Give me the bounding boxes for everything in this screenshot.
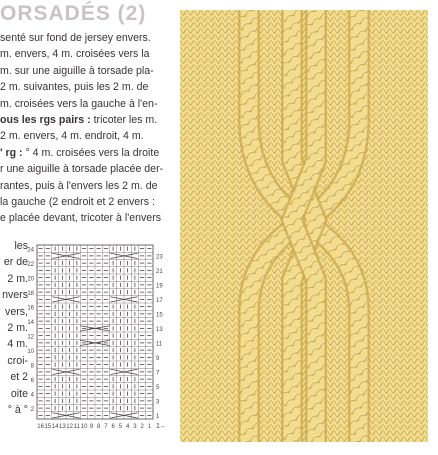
cable-knit-illustration bbox=[180, 10, 428, 442]
chart-row-number-left: 18 bbox=[27, 290, 34, 297]
chart-row-number-right: 23 bbox=[156, 254, 163, 261]
chart-column-number: 15 bbox=[44, 424, 52, 430]
chart-row-number-right: 9 bbox=[156, 356, 160, 362]
chart-row-number-right: 19 bbox=[156, 283, 163, 290]
chart-column-number: 6 bbox=[111, 424, 115, 430]
chart-column-number: 8 bbox=[96, 424, 101, 430]
chart-row-number-left: 16 bbox=[27, 305, 34, 312]
chart-start-arrow: 1← bbox=[156, 423, 167, 430]
text-line: r une aiguille à torsade placée der- bbox=[0, 163, 164, 176]
chart-row-number-left: 20 bbox=[27, 276, 34, 283]
text-line: 2 m. suivantes, puis les 2 m. de bbox=[0, 81, 149, 94]
chart-column-number: 12 bbox=[66, 424, 73, 430]
text-line: la gauche (2 endroit et 2 envers : bbox=[0, 195, 155, 208]
chart-column-number: 4 bbox=[125, 424, 130, 430]
chart-row-number-left: 2 bbox=[30, 406, 34, 413]
text-line: nvers bbox=[2, 289, 28, 302]
chart-row-number-right: 5 bbox=[156, 385, 160, 391]
text-line: 4 m. bbox=[7, 338, 28, 351]
chart-row-number-left: 22 bbox=[27, 261, 34, 268]
chart-column-number: 1 bbox=[147, 424, 152, 430]
text-line: et 2 bbox=[10, 371, 28, 384]
text-line: m. croisées vers la gauche à l'en- bbox=[0, 97, 158, 110]
chart-row-number-right: 11 bbox=[156, 341, 163, 348]
chart-row-number-left: 24 bbox=[27, 247, 34, 254]
chart-row-number-right: 17 bbox=[156, 298, 163, 304]
text-line: e placée devant, tricoter à l'envers bbox=[0, 212, 162, 225]
chart-column-number: 13 bbox=[59, 424, 66, 430]
chart-row-number-right: 3 bbox=[156, 399, 160, 406]
chart-column-number: 14 bbox=[51, 424, 59, 430]
text-line: les bbox=[14, 240, 28, 252]
chart-row-number-left: 4 bbox=[30, 392, 34, 399]
text-line: er de bbox=[3, 256, 28, 269]
chart-row-number-right: 1 bbox=[156, 414, 160, 420]
chart-row-number-left: 14 bbox=[27, 319, 34, 326]
text-line: 2 m. bbox=[7, 272, 28, 285]
text-line: vers, bbox=[5, 305, 28, 318]
chart-row-number-left: 10 bbox=[27, 348, 34, 355]
chart-row-number-left: 8 bbox=[30, 363, 34, 370]
chart-row-number-left: 12 bbox=[27, 334, 34, 341]
text-line: m. sur une aiguille à torsade pla- bbox=[0, 64, 154, 77]
chart-column-number: 10 bbox=[80, 424, 88, 430]
chart-row-number-right: 13 bbox=[156, 327, 163, 333]
chart-column-number: 11 bbox=[73, 424, 80, 430]
text-line: croi- bbox=[7, 354, 28, 367]
chart-column-number: 7 bbox=[104, 424, 108, 430]
chart-row-number-right: 15 bbox=[156, 312, 163, 319]
text-line: ° à ° bbox=[7, 403, 28, 416]
text-line: rantes, puis à l'envers les 2 m. de bbox=[0, 179, 158, 192]
text-line-rest: tricoter les m. bbox=[90, 113, 158, 126]
cable-knit-photo bbox=[180, 10, 428, 442]
text-line-bold: ' rg : bbox=[0, 146, 23, 159]
chart-column-number: 16 bbox=[37, 424, 44, 430]
knitting-chart-svg bbox=[0, 0, 180, 450]
chart-row-number-right: 7 bbox=[156, 370, 160, 377]
text-line-bold: ous les rgs pairs : bbox=[0, 113, 91, 126]
chart-row-number-left: 6 bbox=[30, 377, 34, 384]
chart-column-number: 3 bbox=[133, 424, 137, 430]
text-line: senté sur fond de jersey envers. bbox=[0, 32, 151, 44]
chart-column-number: 5 bbox=[118, 424, 123, 430]
text-line: 2 m. envers, 4 m. endroit, 4 m. bbox=[0, 130, 144, 143]
text-line-rest: ° 4 m. croisées vers la droite bbox=[22, 146, 160, 159]
chart-column-number: 2 bbox=[140, 424, 144, 430]
page-title: ORSADÉS (2) bbox=[0, 2, 147, 25]
chart-column-number: 9 bbox=[89, 424, 94, 430]
text-line: m. envers, 4 m. croisées vers la bbox=[0, 48, 150, 61]
knitting-chart bbox=[0, 0, 180, 450]
chart-row-number-right: 21 bbox=[156, 269, 163, 275]
text-line: 2 m. bbox=[7, 321, 28, 334]
text-line: oite bbox=[10, 387, 28, 400]
